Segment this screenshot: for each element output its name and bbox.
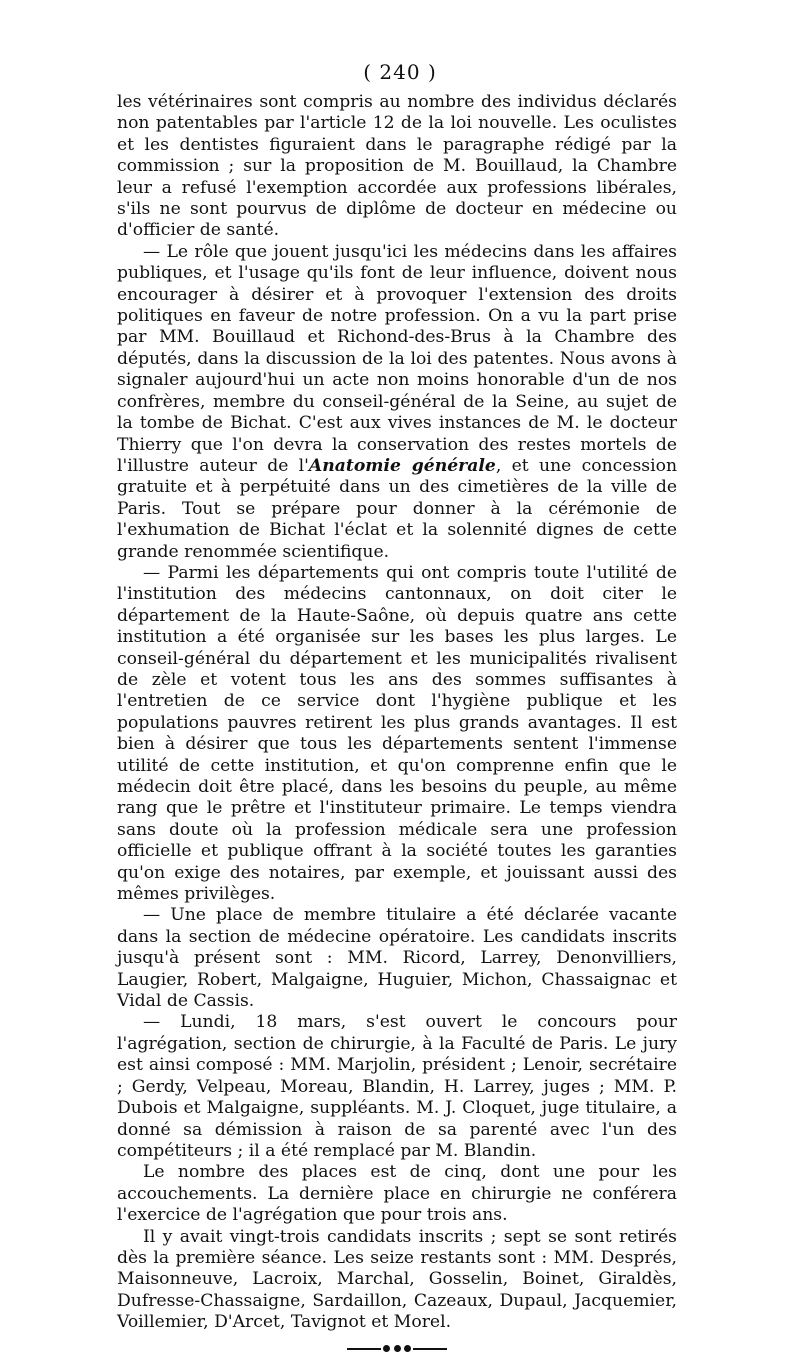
paragraph-2 — [117, 242, 677, 563]
body-text — [117, 92, 677, 1356]
paragraph-6: Le nombre des places est de cinq, dont une pour les accouchements. La dernière place en chirurgie ne conférera l'exercice de l'agrégation que pour trois ans. — [117, 1162, 677, 1226]
ornament-knot-icon — [383, 1345, 411, 1353]
paragraph-7: Il y avait vingt-trois candidats inscrits ; sept se sont retirés dès la première séance. Les seize restants sont : MM. Després, Maisonneuve, Lacroix, Marchal, Gosselin, Boinet, Giraldès, Dufresse-Chassaigne, Sardaillon, Cazeaux, Dupaul, Jacquemier, Voillemier, D'Arcet, Tavignot et Morel. — [117, 1226, 677, 1333]
ornament-line-right — [413, 1348, 447, 1350]
end-ornament — [117, 1342, 677, 1356]
book-title-anatomie-generale: Anatomie générale — [308, 455, 496, 476]
page-number: ( 240 ) — [363, 60, 437, 84]
paragraph-5: — Lundi, 18 mars, s'est ouvert le concours pour l'agrégation, section de chirurgie, à la Faculté de Paris. Le jury est ainsi composé : MM. Marjolin, président ; Lenoir, secrétaire ; Gerdy, Velpeau, Moreau, Blandin, H. Larrey, juges ; MM. P. Dubois et Malgaigne, suppléants. M. J. Cloquet, juge titulaire, a donné sa démission à raison de sa parenté avec l'un des compétiteurs ; il a été remplacé par M. Blandin. — [117, 1012, 677, 1161]
ornament-line-left — [347, 1348, 381, 1350]
paragraph-4: — Une place de membre titulaire a été déclarée vacante dans la section de médecine opératoire. Les candidats inscrits jusqu'à présent sont : MM. Ricord, Larrey, Denonvilliers, Laugier, Robert, Malgaigne, Huguier, Michon, Chassaignac et Vidal de Cassis. — [117, 905, 677, 1012]
paragraph-2-text-before: — Le rôle que jouent jusqu'ici les médecins dans les affaires publiques, et l'usage qu'ils font de leur influence, doivent nous encourager à désirer et à provoquer l'extension des droits politiques en faveur de notre profession. On a vu la part prise par MM. Bouillaud et Richond-des-Brus à la Chambre des députés, dans la discussion de la loi des patentes. Nous avons à signaler aujourd'hui un acte non moins honorable d'un de nos confrères, membre du conseil-général de la Seine, au sujet de la tombe de Bichat. C'est aux vives instances de M. le docteur Thierry que l'on devra la conservation des restes mortels de l'illustre auteur de l' — [117, 241, 677, 476]
paragraph-1: les vétérinaires sont compris au nombre des individus déclarés non patentables par l'article 12 de la loi nouvelle. Les oculistes et les dentistes figuraient dans le paragraphe rédigé par la commission ; sur la proposition de M. Bouillaud, la Chambre leur a refusé l'exemption accordée aux professions libérales, s'ils ne sont pourvus de diplôme de docteur en médecine ou d'officier de santé. — [117, 92, 677, 241]
paragraph-3: — Parmi les départements qui ont compris toute l'utilité de l'institution des médecins cantonnaux, on doit citer le département de la Haute-Saône, où depuis quatre ans cette institution a été organisée sur les bases les plus larges. Le conseil-général du département et les municipalités rivalisent de zèle et votent tous les ans des sommes suffisantes à l'entretien de ce service dont l'hygiène publique et les populations pauvres retirent les plus grands avantages. Il est bien à désirer que tous les départements sentent l'immense utilité de cette institution, et qu'on comprenne enfin que le médecin doit être placé, dans les besoins du peuple, au même rang que le prêtre et l'instituteur primaire. Le temps viendra sans doute où la profession médicale sera une profession officielle et publique offrant à la société toutes les garanties qu'on exige des notaires, par exemple, et jouissant aussi des mêmes privilèges. — [117, 562, 677, 905]
paragraph-2-text-after: , et une concession gratuite et à perpétuité dans un des cimetières de la ville de Paris. Tout se prépare pour donner à la cérémonie de l'exhumation de Bichat l'éclat et la solennité dignes de cette grande renommée scientifique. — [117, 455, 678, 562]
